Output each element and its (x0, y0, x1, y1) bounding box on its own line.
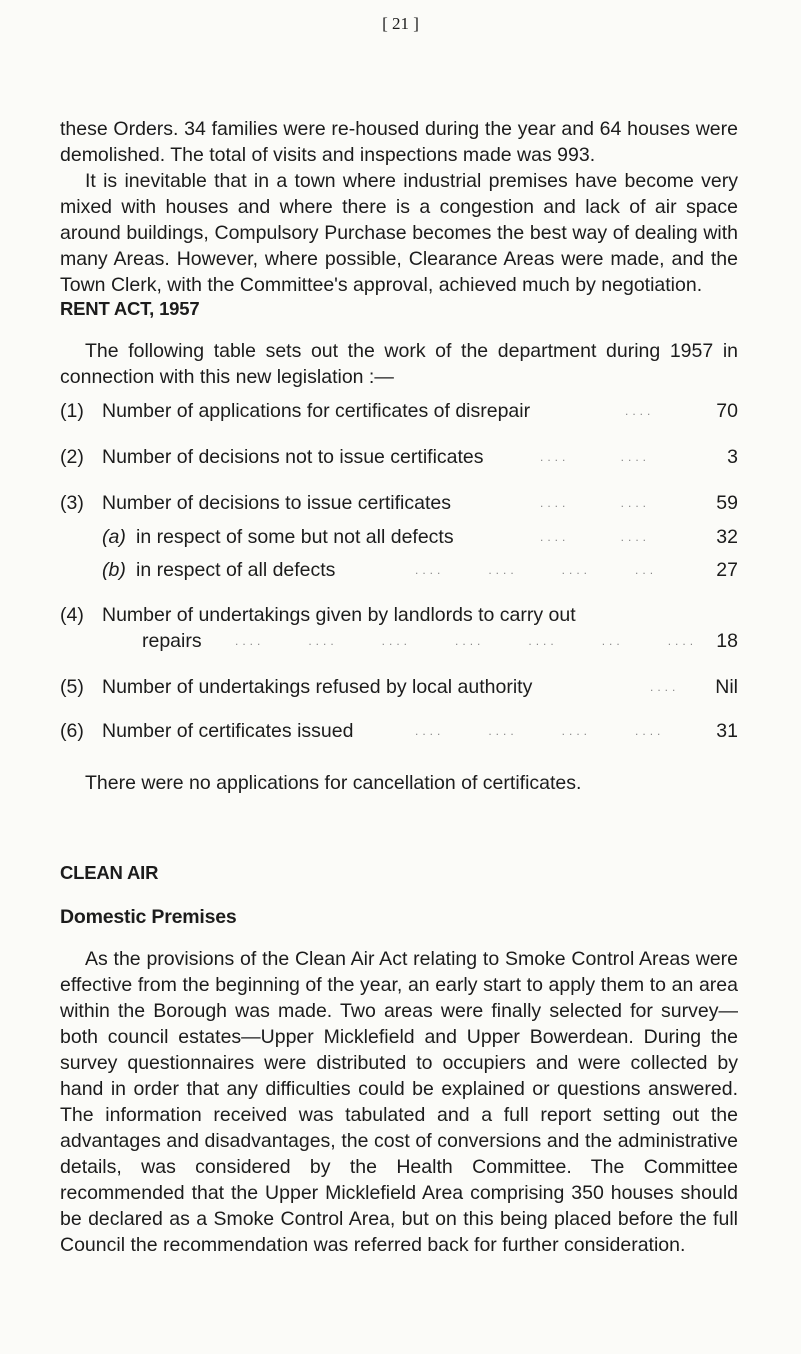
rent-act-closing-block (60, 770, 738, 796)
leader-dots: .... .... (540, 450, 651, 464)
intro-section (60, 116, 738, 298)
clean-air-paragraph: As the provisions of the Clean Air Act relating to Smoke Control Areas were effective from the beginning of the year, an early start to apply them to an area within the Borough was made. Two areas were finally selected for survey—both council estates—Upper Micklefield and Upper Bowerdean. During the survey questionnaires were distributed to occupiers and were collected by hand in order that any difficulties could be explained or questions answered. The information received was tabulated and a full report setting out the advantages and disadvantages, the cost of conversions and the administrative details, was considered by the Health Committee. The Committee recommended that the Upper Micklefield Area comprising 350 houses should be declared as a Smoke Control Area, but on this being placed before the full Council the recommendation was referred back for further consideration. (60, 948, 738, 1256)
item-label: Number of certificates issued (102, 720, 354, 742)
item-number: (6) (60, 720, 84, 742)
item-value: 27 (716, 559, 738, 581)
leader-dots: .... .... .... ... (415, 563, 658, 577)
item-number: (4) (60, 604, 84, 626)
leader-dots: .... (650, 680, 680, 694)
rent-act-intro: The following table sets out the work of the department during 1957 in connection with this new legislation :— (60, 340, 738, 388)
item-value: 3 (727, 446, 738, 468)
intro-paragraph-1: these Orders. 34 families were re-housed during the year and 64 houses were demolished. The total of visits and inspections made was 993. (60, 118, 738, 166)
item-label: Number of undertakings given by landlords to carry out (102, 604, 576, 626)
item-value: 70 (716, 400, 738, 422)
item-number: (a) (102, 526, 126, 548)
leader-dots: .... (625, 404, 655, 418)
rent-act-heading: RENT ACT, 1957 (60, 298, 200, 319)
item-label: Number of decisions to issue certificates (102, 492, 451, 514)
clean-air-block (60, 946, 738, 1258)
item-label: Number of undertakings refused by local authority (102, 676, 533, 698)
rent-item (60, 602, 738, 654)
item-label: in respect of all defects (136, 559, 336, 581)
item-label: Number of decisions not to issue certificates (102, 446, 484, 468)
item-number: (1) (60, 400, 84, 422)
page-number: [ 21 ] (382, 14, 419, 33)
item-value: 18 (716, 630, 738, 652)
item-number: (5) (60, 676, 84, 698)
leader-dots: .... .... (540, 530, 651, 544)
item-value: 32 (716, 526, 738, 548)
item-number: (b) (102, 559, 126, 581)
domestic-premises-subheading: Domestic Premises (60, 906, 237, 928)
intro-paragraph-2: It is inevitable that in a town where industrial premises have become very mixed with houses and where there is a congestion and lack of air space around buildings, Compulsory Purchase becomes the best way of dealing with many Areas. However, where possible, Clearance Areas were made, and the Town Clerk, with the Committee's approval, achieved much by negotiation. (60, 170, 738, 296)
item-value: Nil (715, 676, 738, 698)
leader-dots: .... .... .... .... .... ... .... (235, 634, 698, 648)
clean-air-heading: CLEAN AIR (60, 862, 159, 883)
item-label: Number of applications for certificates of disrepair (102, 400, 531, 422)
item-number: (3) (60, 492, 84, 514)
rent-act-closing: There were no applications for cancellation of certificates. (85, 772, 582, 794)
leader-dots: .... .... (540, 496, 651, 510)
item-number: (2) (60, 446, 84, 468)
leader-dots: .... .... .... .... (415, 724, 665, 738)
item-label-continuation: repairs (142, 630, 202, 652)
item-label: in respect of some but not all defects (136, 526, 454, 548)
item-value: 31 (716, 720, 738, 742)
item-value: 59 (716, 492, 738, 514)
rent-act-intro-block (60, 338, 738, 390)
